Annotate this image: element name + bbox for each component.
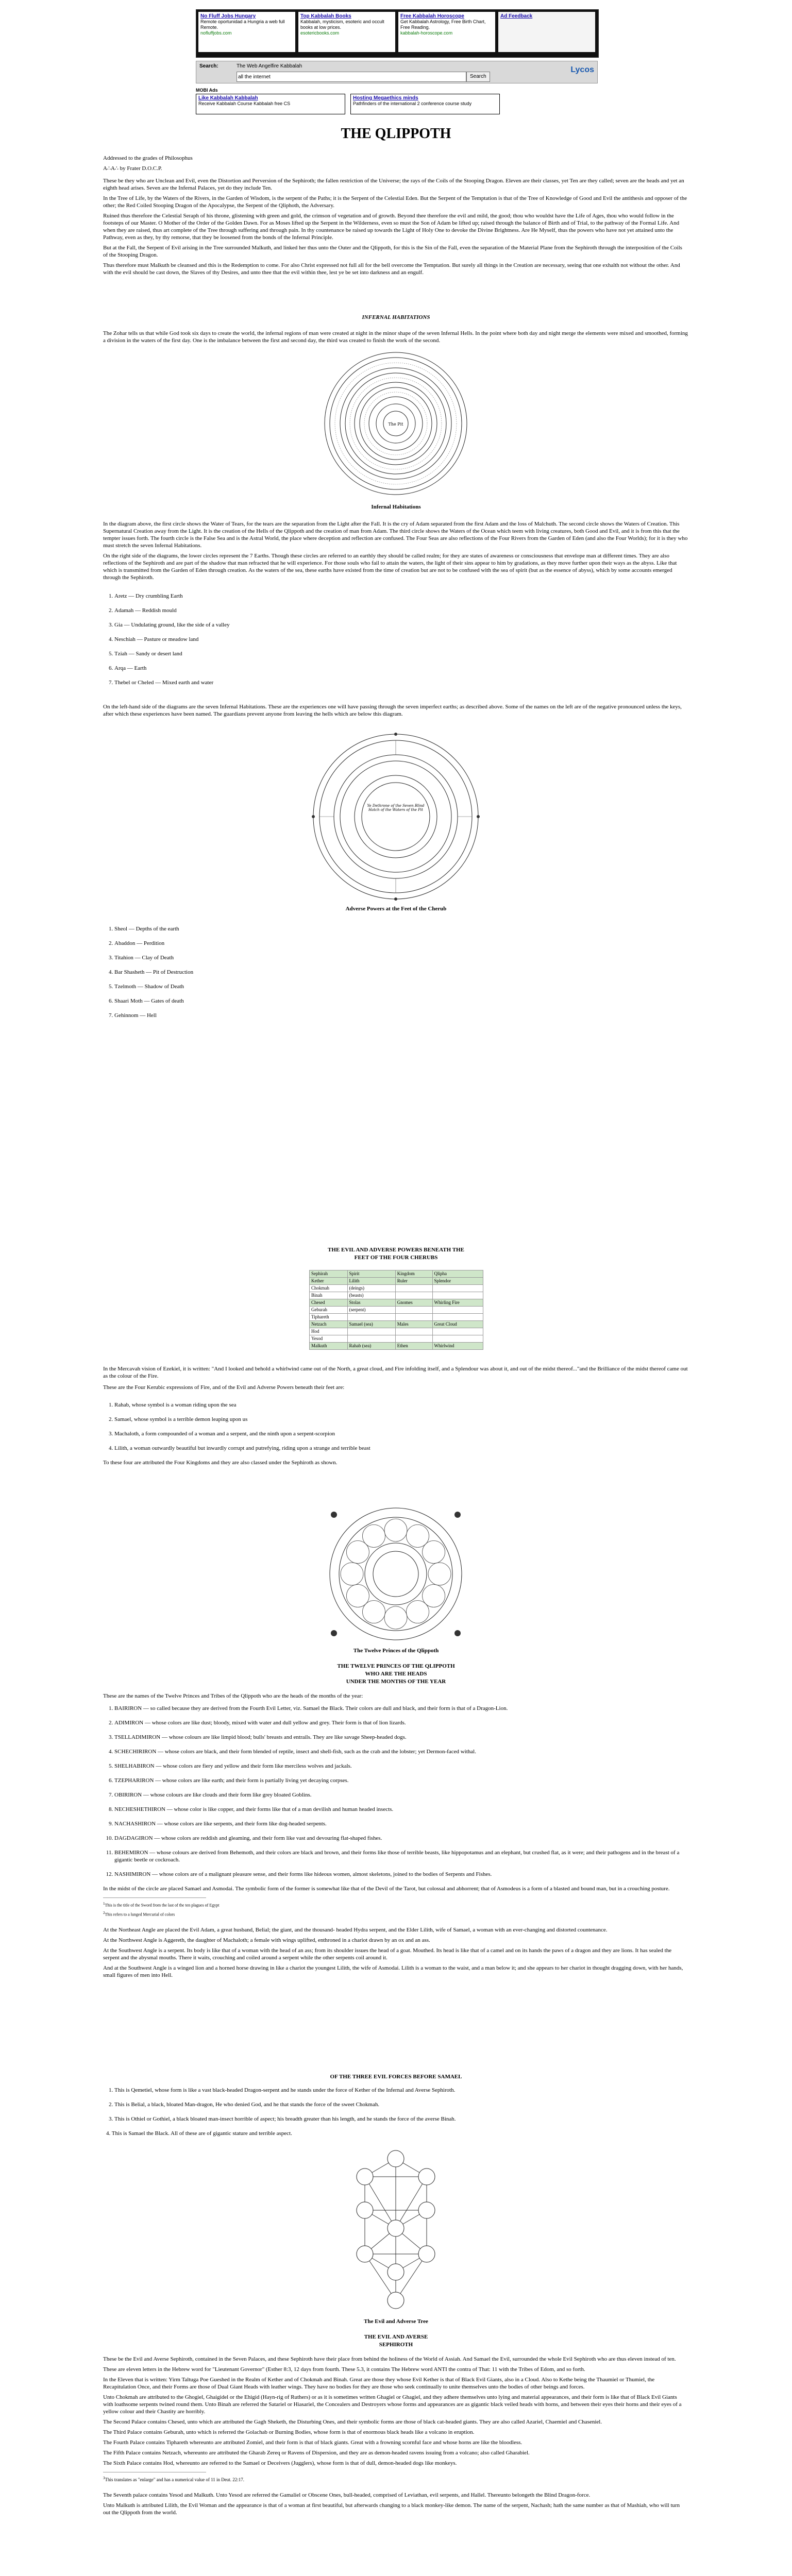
table-row: Kether Lilith Ruler Splendor — [310, 1278, 483, 1285]
infernal-p1: The Zohar tells us that while God took six days to create the world, the infernal regions of man were created at night in the minor shape of the seven Infernal Hells. In the point where both day and night merge the elements were mixed and smoothed, forming a division in the waters of the first day. One is the imbalance between the first and second day, the third was created to finish the work of the second. — [103, 330, 688, 344]
list-item: 5. Tzelmoth — Shadow of Death — [114, 983, 688, 990]
ad-1-title[interactable]: No Fluff Jobs Hungary — [200, 13, 256, 19]
list-item: 6. TZEPHARIRON — whose colors are like earth; and their form is partially living yet decaying corpses. — [114, 1777, 688, 1784]
ad-4-title[interactable]: Ad Feedback — [500, 13, 533, 19]
list-item: 4. SCHECHIRIRON — whose colors are black, and their form blended of reptile, insect and shell-fish, such as the crab and the lobster; yet Dermon-faced withal. — [114, 1748, 688, 1755]
table-row: Netzach Samael (sea) Males Great Cloud — [310, 1321, 483, 1328]
fig2-caption: Adverse Powers at the Feet of the Cherub — [345, 906, 447, 912]
averse-heading-2: SEPHIROTH — [379, 2342, 413, 2348]
infernal-heading: INFERNAL HABITATIONS — [362, 314, 430, 320]
list-item: 3. Titahion — Clay of Death — [114, 954, 688, 961]
ad-4[interactable] — [498, 12, 595, 52]
table-heading-2: FEET OF THE FOUR CHERUBS — [354, 1255, 438, 1261]
prince-circle — [341, 1563, 363, 1585]
tree-sephirah-node — [387, 2150, 404, 2167]
list-item: 7. Thebel or Cheled — Mixed earth and water — [114, 679, 688, 686]
averse-p4: Unto Chokmah are attributed to the Ghogiel, Ghaigidel or the Ehigid (Hayn-rig of Ruthers) or as it is sometimes written Ghagiel or Ghagiel, and they adhere themselves unto lying and material appearances, and their form is like that of Black Evil Giants with loathsome serpents twined round them. Unto Binah are referred the Satariel or Hiasariel, the Concealers and Destroyers whose forms and appearances are as gigantic black veiled heads with horns, and between their eyes their horns and their eyes of a yellow colour and their Chastity are horribly. — [103, 2394, 682, 2415]
adverse-powers-figure — [308, 732, 483, 902]
twelve-heading-3: UNDER THE MONTHS OF THE YEAR — [346, 1679, 446, 1685]
ad-1[interactable] — [198, 12, 295, 52]
author: A∴A∴ by Frater D.O.C.P. — [103, 165, 162, 172]
ad-3-text: Get Kabbalah Astrology, Free Birth Chart, Free Reading. — [400, 19, 486, 30]
hells-list — [103, 925, 688, 1026]
table-row: Yesod — [310, 1335, 483, 1343]
sub-ads-header: MOBI Ads — [196, 88, 218, 93]
sub-ad-1[interactable] — [196, 94, 345, 114]
adverse-intro — [103, 703, 688, 721]
tree-sephirah-node — [357, 2168, 373, 2185]
evil-powers-table — [309, 1270, 483, 1350]
dedication: Addressed to the grades of Philosophus — [103, 155, 193, 161]
list-item: 2. ADIMIRON — whose colors are like dust; bloody, mixed with water and dull yellow and grey. Their form is that of lion lizards. — [114, 1719, 688, 1726]
infernal-p3: On the right side of the diagrams, the lower circles represent the 7 Earths. Though these circles are referred to an earthly they should be called realm; for they are states of awareness or consciousness that envelope man at different times. They are also reflections of the Sephiroth and are part of the shadow that man refracted that he will experience. For those souls who fail to attain the waters, the light of their sins appear to him by gradations, as they move further upon their ways as the abyss. Like that which is transmitted from the Garden of Eden through creation. As the waters of the sea, these earths have existed from the time of creation but are not to be confused with the sea of spirit (but as the essence of abyss), which by some accounts emerged through the Sephiroth. — [103, 553, 677, 581]
top-ad-bar — [196, 9, 599, 58]
averse-p11: Unto Malkuth is attributed Lilith, the Evil Woman and the appearance is that of a woman at first beautiful, but afterwards changing to a black monkey-like demon. The name of the serpent, Nachash; hath the same number as that of Mashiah, who will turn out the Qlippoth from the world. — [103, 2502, 680, 2516]
table-row: Malkuth Rahab (sea) Ethen Whirlwind — [310, 1343, 483, 1350]
three-forces — [103, 2087, 688, 2140]
tree-sephirah-node — [387, 2220, 404, 2236]
search-button[interactable]: Search — [466, 72, 490, 82]
search-brand-logo[interactable]: Lycos — [570, 65, 594, 74]
prince-circle — [384, 1519, 407, 1541]
footnote-1: $^1$This is the title of the Sword from the last of the ten plagues of Egypt — [103, 1902, 220, 1908]
prince-circle — [346, 1585, 369, 1607]
earths-list — [103, 592, 688, 693]
averse-p9: The Sixth Palace contains Hod, whereunto are referred to the Samael or Deceivers (Jugglers), whose form is that of dull, demon-headed dogs like monkeys. — [103, 2460, 457, 2466]
infernal-p2: In the diagram above, the first circle shows the Water of Tears, for the tears are the separation from the Light after the Fall. It is the cry of Adam separated from the first Adam and the loss of Malchuth. The second circle shows the Waters of Creation. This Supernatural Creation away from the Light. It is the creation of the Hells of the Qlippoth and the creation of man from Adam. The third circle shows the Waters of the Ocean which teem with living creatures, both Good and Evil, and it is from this that the tempter issues forth. The fourth circle is the False Sea and is the Astral World, the place where deception and reflection are confused. The Four Seas are also reflections of the Four Rivers from the Garden of Eden (and also the Four Worlds); for it is they who must stretch the seven Infernal Habitations. — [103, 521, 688, 549]
four-after: To these four are attributed the Four Kingdoms and they are also classed under the Sephiroth as shown. — [103, 1460, 338, 1466]
serpents-p2: At the Northwest Angle is Aggereth, the daughter of Machaloth; a female with wings uplifted, enthroned in a chariot drawn by an ox and an ass. — [103, 1937, 430, 1944]
ad-2[interactable] — [298, 12, 395, 52]
averse-p7: The Fourth Palace contains Tiphareth whereunto are attributed Zomiel, and their form is that of black giants. Great with a frowning scornful face and whose horns are like the bloodless. — [103, 2439, 523, 2446]
page-title: THE QLIPPOTH — [341, 126, 451, 142]
ad-1-text: Remote oportunidad a Hungria a web full Remote. — [200, 19, 285, 30]
tree-path — [365, 2177, 396, 2228]
footnote-2: $^2$This refers to a lunged Mercurial of colors — [103, 1910, 175, 1917]
intro-p2: In the Tree of Life, by the Waters of the Rivers, in the Garden of Wisdom, is the serpent of the Paths; it is the Serpent of the Celestial Eden. But the Serpent of the Temptation is that of the Tree of Knowledge of Good and Evil the antithesis and opposer of the other; the Red Coiled Stooping Dragon of the Apocalypse, the Serpent of the Qliphoth, the Adversary. — [103, 195, 687, 209]
tree-sephirah-node — [387, 2292, 404, 2309]
ad-3-url[interactable]: kabbalah-horoscope.com — [400, 30, 453, 36]
list-item: 3. Gia — Undulating ground, like the side of a valley — [114, 621, 688, 629]
fig1-center-label: The Pit — [388, 422, 403, 427]
tree-path — [396, 2177, 427, 2228]
prince-circle — [407, 1601, 429, 1623]
table-row: Binah (beasts) — [310, 1292, 483, 1299]
fig2-center-label: Ye Dethrone of the Seven Blind Hatch of the Waters of the Pit — [367, 804, 425, 812]
twelve-princes-figure — [324, 1504, 468, 1643]
mercavah-p: In the Mercavah vision of Ezekiel, it is written: "And I looked and behold a whirlwind came out of the North, a great cloud, and Fire infolding itself, and a Splendour was about it, and out of the midst thereof..."and the Brilliance of the midst thereof came out as the colour of the Fire. — [103, 1366, 688, 1379]
list-item: 7. Gehinnom — Hell — [114, 1012, 688, 1019]
twelve-heading-1: THE TWELVE PRINCES OF THE QLIPPOTH — [337, 1663, 455, 1669]
table-header-row: Sephirah Spirit Kingdom Qlipha — [310, 1270, 483, 1278]
ad-3-title[interactable]: Free Kabbalah Horoscope — [400, 13, 464, 19]
averse-p3: In the Eleven that is written: Yirm Taltuga Poe Gueshed in the Realm of Kether and of Chokmah and Binah. Great are those they whose Evil Kether is that of Black Evil Giants, also in a Cloud. Also to Kethe being the Thaumiel or Thumiel, the Recapitulation Once, and their Forms are those of Dual Giant Heads with leather wings. They have no bodies for they are those who seek continually to unite themselves unto the bodies of other beings and forces. — [103, 2377, 655, 2390]
ad-1-url[interactable]: nofluffjobs.com — [200, 30, 232, 36]
sub-ad-1-text: Receive Kabbalah Course Kabbalah free CS — [198, 101, 291, 106]
footnote-divider — [103, 1897, 206, 1898]
prince-circle — [384, 1606, 407, 1629]
intro-p1: These be they who are Unclean and Evil, even the Distortion and Perversion of the Sephiroth; the fallen restriction of the Universe; the rays of the Coils of the Stooping Dragon. Eleven are their classes, yet Ten are they called; seven are the heads and yet an eighth head arises. Seven are the Infernal Palaces, yet do they include Ten. — [103, 178, 684, 191]
search-options[interactable]: The Web Angelfire Kabbalah — [237, 63, 302, 69]
averse-text — [103, 2355, 688, 2519]
list-item: 4. Bar Shasheth — Pit of Destruction — [114, 969, 688, 976]
list-item: 3. This is Othiel or Gothiel, a black bloated man-insect horrible of aspect; his breadth greater than his length, and he stands the force of the averse Binah. — [114, 2115, 688, 2123]
four-powers-list — [103, 1401, 688, 1469]
tree-sephirah-node — [357, 2202, 373, 2218]
mercavah-text — [103, 1365, 688, 1394]
list-item: 1. Aretz — Dry crumbling Earth — [114, 592, 688, 600]
sub-ad-2-title[interactable]: Hosting Megaethics minds — [353, 95, 418, 101]
serpents-p3: At the Southwest Angle is a serpent. Its body is like that of a woman with the head of an ass; from its shoulder issues the head of a goat. Mouthed. Its head is like that of a camel and on its hands the paws of a dragon and they are lions. It has sealed the serpent and the abysmal mouths. There it waits, crouching and coiled around a serpent while the other serpents coil around it. — [103, 1947, 672, 1961]
infernal-intro — [103, 330, 688, 347]
serpents-p4: And at the Southwest Angle is a winged lion and a horned horse drawing in like a chariot the youngest Lilith, the wife of Asmodai. Lilith is a woman to the waist, and a man below it; and she appears to her chariot in thought dragging down, with her hands, small figures of men into Hell. — [103, 1965, 683, 1979]
ad-2-text: Kabbalah, mysticism, esoteric and occult books at low prices. — [300, 19, 384, 30]
list-item: 6. Shaari Moth — Gates of death — [114, 997, 688, 1005]
tree-sephirah-node — [357, 2246, 373, 2262]
prince-circle — [423, 1541, 445, 1564]
intro — [103, 155, 688, 279]
sub-ads — [196, 88, 505, 116]
list-item: 5. SHELHABIRON — whose colors are fiery and yellow and their form like merciless wolves and jackals. — [114, 1762, 688, 1770]
twelve-intro: These are the names of the Twelve Princes and Tribes of the Qlippoth who are the heads of the months of the year: — [103, 1693, 363, 1699]
ad-2-title[interactable]: Top Kabbalah Books — [300, 13, 351, 19]
averse-p8: The Fifth Palace contains Netzach, whereunto are attributed the Gharab Zereq or Ravens of Dispersion, and they are as demon-headed ravens issuing from a volcano; also called Gharabiel. — [103, 2450, 530, 2456]
list-item: 5. Tziah — Sandy or desert land — [114, 650, 688, 657]
table-row: Tiphareth — [310, 1314, 483, 1321]
search-input[interactable] — [237, 72, 466, 82]
princes-section — [103, 1692, 688, 1982]
infernal-text — [103, 520, 688, 584]
list-item: 3. Machaloth, a form compounded of a woman and a serpent, and the ninth upon a serpent-scorpion — [114, 1430, 688, 1437]
twelve-heading-2: WHO ARE THE HEADS — [365, 1671, 427, 1677]
list-item: 1. BAIRIRON — so called because they are derived from the Fourth Evil Letter, viz. Samael the Black. Their colors are dull and black, and their form is that of a Dragon-Lion. — [114, 1705, 688, 1712]
averse-p6: The Third Palace contains Geburah, unto which is referred the Golachab or Burning Bodies, whose form is that of enormous black heads like a volcano in eruption. — [103, 2429, 475, 2435]
four-heading: These are the Four Kerubic expressions of Fire, and of the Evil and Adverse Powers beneath their feet are: — [103, 1384, 345, 1391]
intro-p4: But at the Fall, the Serpent of Evil arising in the Tree surrounded Malkuth, and linked her thus unto the Outer and the Qlippoth, for this is the Sin of the Fall, even the separation of the Material Plane from the Sephiroth through the interposition of the Coils of the Stooping Dragon. — [103, 245, 682, 258]
serpents-p1: At the Northeast Angle are placed the Evil Adam, a great husband, Belial; the giant, and the thousand- headed Hydra serpent, and the Elder Lilith, wife of Samael, a woman with an ever-changing and distorted countenance. — [103, 1927, 608, 1934]
footnote-3: $^3$This translates as "enlarge" and has a numerical value of 11 in Deut. 22:17. — [103, 2476, 245, 2482]
fig4-caption: The Evil and Adverse Tree — [364, 2318, 428, 2325]
intro-p5: Thus therefore must Malkuth be cleansed and this is the Redemption to come. For also Christ expressed not full all for the bell overcome the Temptation. But surely all things in the Creation are necessary, seeing that one exhalth not without the other. And with the evil should be cast down, the Slaves of thy Desires, and unto thee that the evil within thee, lest ye be set into darkness and an engulf. — [103, 262, 680, 276]
averse-p2: These are eleven letters in the Hebrew word for "Lieutenant Governor" (Esther 8:3, 12 days from fourth. These 5.3, it contains The Hebrew word ANTI the contra of That: 11 with the Tribes of Edom, and so forth. — [103, 2366, 585, 2372]
sub-ad-2-text: Pathfinders of the international 2 conference course study — [353, 101, 472, 106]
list-item: 4. Lilith, a woman outwardly beautiful but inwardly corrupt and putrefying, riding upon a strange and terrible beast — [114, 1445, 688, 1452]
tree-sephirah-node — [418, 2202, 435, 2218]
prince-circle — [363, 1524, 385, 1547]
prince-circle — [428, 1563, 451, 1585]
list-item: 2. This is Belial, a black, bloated Man-dragon, He who denied God, and he that stands the force of the sweet Chokmah. — [114, 2101, 688, 2108]
table-row: Geburah (serpent) — [310, 1307, 483, 1314]
list-item: 9. NACHASHIRON — whose colors are like serpents, and their form like dog-headed serpents. — [114, 1820, 688, 1827]
three-heading: OF THE THREE EVIL FORCES BEFORE SAMAEL — [330, 2074, 462, 2080]
table-row: Hod — [310, 1328, 483, 1335]
averse-p10: The Seventh palace contains Yesod and Malkuth. Unto Yesod are referred the Gamaliel or Obscene Ones, bull-headed, comprised of Leviathan, evil serpents, and Hallel. Thereunto belongeth the Blind Dragon-force. — [103, 2492, 591, 2498]
evil-tree-figure — [339, 2148, 452, 2313]
list-item: 2. Adamah — Reddish mould — [114, 607, 688, 614]
three-note: 4. This is Samael the Black. All of these are of gigantic stature and terrible aspect. — [106, 2130, 292, 2137]
list-item: 6. Arqa — Earth — [114, 665, 688, 672]
fig3-caption: The Twelve Princes of the Qlippoth — [353, 1648, 439, 1654]
sub-ad-1-title[interactable]: Like Kabbalah Kabbalah — [198, 95, 258, 101]
search-label: Search: — [199, 63, 218, 69]
list-item: 1. This is Qemetiel, whose form is like a vast black-headed Dragon-serpent and he stands under the force of Kether of the Infernal and Averse Sephiroth. — [114, 2087, 688, 2094]
list-item: 10. DAGDAGIRON — whose colors are reddish and gleaming, and their form like vast and devouring flat-shaped fishes. — [114, 1835, 688, 1842]
list-item: 1. Rahab, whose symbol is a woman riding upon the sea — [114, 1401, 688, 1409]
averse-p5: The Second Palace contains Chesed, unto which are attributed the Gagh Sheketh, the Disturbing Ones, and their symbolic forms are those of black cat-headed giants. They are also called Azariel, Chaemiel and Chaseniel. — [103, 2419, 602, 2425]
table-heading-1: THE EVIL AND ADVERSE POWERS BENEATH THE — [328, 1247, 464, 1253]
intro-p3: Ruined thus therefore the Celestial Seraph of his throne, glistening with green and gold, the crimson of vegetation and of growth. Beyond thee therefore the evil and mild, the good; thou who wouldst have the Life of Ages, thou who would follow in the footsteps of our Master. O Mother of the Order of the Golden Dawn. For as Moses lifted up the Serpent in the Wilderness, even so must the Son of Adam be lifted up; raised through the balance of Birth and of Trial, to the pathway of the Formal Life. And when they are raised, thus art complete of the Tree through suffering and through pain. In thy countenance be raised up towards the Light of Holy One to devoke the Divine Brightness. Are He Myself, thus the powers who have not yet attained unto the Pathway, even as they, by thy remorse, that they be loosened from the bonds of the Infernal Principle. — [103, 213, 680, 241]
tree-sephirah-node — [418, 2168, 435, 2185]
infernal-habitations-figure — [318, 350, 473, 500]
ad-2-url[interactable]: esotericbooks.com — [300, 30, 340, 36]
fig1-caption: Infernal Habitations — [371, 504, 421, 510]
list-item: 4. Neschiah — Pasture or meadow land — [114, 636, 688, 643]
table-row: Chokmah (deings) — [310, 1285, 483, 1292]
list-item: 8. NECHESHETHIRON — whose color is like copper, and their forms like that of a man devilish and human headed insects. — [114, 1806, 688, 1813]
list-item: 2. Samael, whose symbol is a terrible demon leaping upon us — [114, 1416, 688, 1423]
tree-sephirah-node — [387, 2264, 404, 2280]
tree-sephirah-node — [418, 2246, 435, 2262]
list-item: 7. OBIRIRON — whose colours are like clouds and their form like grey bloated Goblins. — [114, 1791, 688, 1799]
table-row: Chesed Stolas Gnomes Whirling Fire — [310, 1299, 483, 1307]
list-item: 3. TSELLADIMIRON — whose colours are like limpid blood; bulls' breasts and entrails. They are like savage Sheep-headed dogs. — [114, 1734, 688, 1741]
averse-heading-1: THE EVIL AND AVERSE — [364, 2334, 428, 2340]
twelve-after: In the midst of the circle are placed Samael and Asmodai. The symbolic form of the former is somewhat like that of the Devil of the Tarot, but colossal and abhorrent; that of Asmodeus is a form of a blasted and bound man, but in a crouching posture. — [103, 1886, 670, 1892]
adverse-p1: On the left-hand side of the diagrams are the seven Infernal Habitations. These are the experiences one will have passing through the seven imperfect earths; as described above. Some of the names on the left are of the negative pronounced unless the keys, after which these experiences have been named. The guardians prevent anyone from leaving the hells which are below this diagram. — [103, 704, 682, 717]
averse-p1: These be the Evil and Averse Sephiroth, contained in the Seven Palaces, and these Sephiroth have their place from behind the holiness of the World of Assiah. And Samael the Evil, surrounded the whole Evil Sephiroth who are thus eleven instead of ten. — [103, 2356, 676, 2362]
list-item: 11. BEHEMIRON — whose colours are derived from Behemoth, and their colors are black and brown, and their forms like those of terrible beasts, like hippopotamus and an elephant, but crushed flat, as it were; and their pathogens and in the breast of a gigantic beetle or cockroach. — [114, 1849, 688, 1863]
sub-ad-2[interactable] — [350, 94, 500, 114]
search-bar — [196, 61, 598, 83]
ad-3[interactable] — [398, 12, 495, 52]
list-item: 1. Sheol — Depths of the earth — [114, 925, 688, 933]
list-item: 12. NASHIMIRON — whose colors are of a malignant pleasure sense, and their forms like hideous women, almost skeletons, joined to the bodies of Serpents and Fishes. — [114, 1871, 688, 1878]
list-item: 2. Abaddon — Perdition — [114, 940, 688, 947]
